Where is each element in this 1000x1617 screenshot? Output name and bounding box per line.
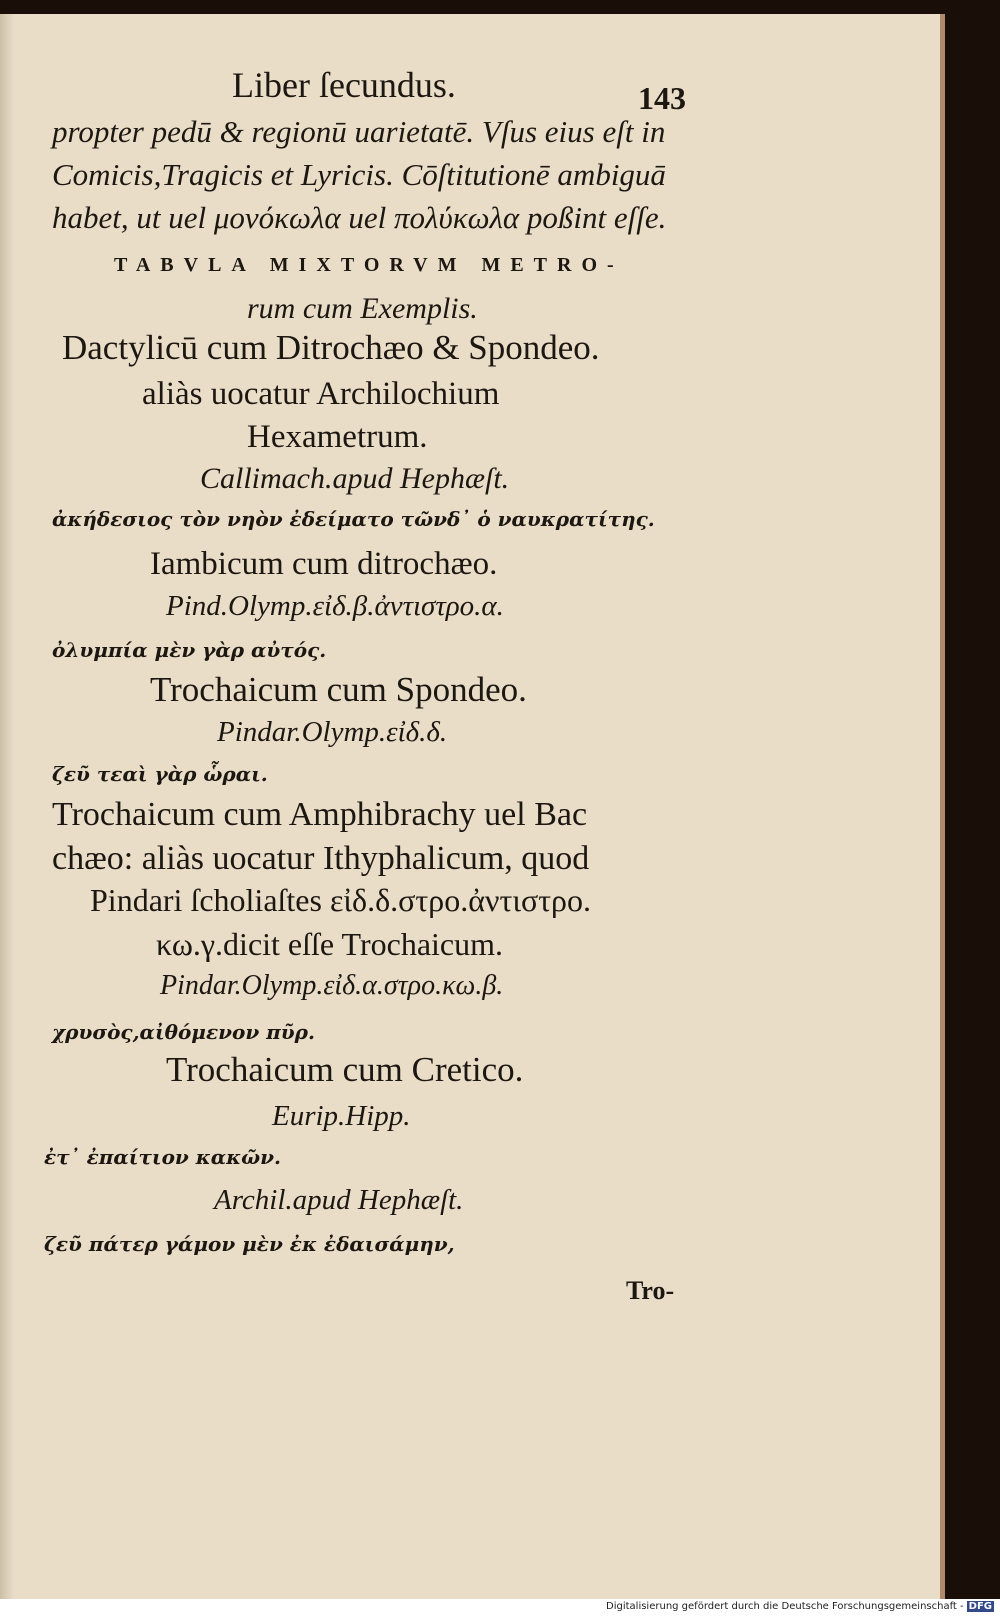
- metre-description: κω.γ.dicit eſſe Trochaicum.: [156, 926, 503, 962]
- metre-heading: Trochaicum cum Amphibrachy uel Bac: [52, 796, 588, 833]
- greek-example: χρυσὸς,αἰθόμενον πῦρ.: [52, 1020, 315, 1044]
- book-page: [0, 14, 945, 1599]
- greek-example: ἀκήδεσιος τὸν νηὸν ἐδείματο τῶνδ᾽ ὁ ναυκρατίτης.: [52, 507, 655, 531]
- catchword: Tro-: [626, 1276, 675, 1305]
- intro-line: habet, ut uel μονόκωλα uel πολύκωλα poßint eſſe.: [52, 200, 667, 235]
- source-citation: Pind.Olymp.εἰδ.β.ἀντιστρο.α.: [166, 590, 504, 622]
- greek-example: ὀλυμπία μὲν γὰρ αὐτός.: [52, 638, 327, 662]
- running-title: Liber ſecundus.: [232, 65, 456, 105]
- metre-description: aliàs uocatur Archilochium: [142, 376, 500, 412]
- source-citation: Callimach.apud Hephæſt.: [200, 462, 510, 495]
- page-number: 143: [638, 80, 686, 116]
- metre-heading: Trochaicum cum Cretico.: [166, 1050, 524, 1089]
- metre-heading: Dactylicū cum Ditrochæo & Spondeo.: [62, 328, 600, 367]
- table-title-continued: rum cum Exemplis.: [247, 292, 478, 325]
- metre-heading: Trochaicum cum Spondeo.: [150, 670, 527, 709]
- digitization-credit: [606, 1601, 994, 1612]
- greek-example: ζεῦ τεαὶ γὰρ ὧραι.: [52, 762, 268, 786]
- greek-example: ἐτ᾽ ἐπαίτιον κακῶν.: [44, 1145, 282, 1169]
- source-citation: Pindar.Olymp.εἰδ.δ.: [217, 716, 448, 748]
- intro-line: propter pedū & regionū uarietatē. Vſus eius eſt in: [52, 114, 666, 149]
- credit-text: Digitalisierung gefördert durch die Deutsche Forschungsgemeinschaft -: [606, 1601, 964, 1612]
- source-citation: Archil.apud Hephæſt.: [214, 1184, 464, 1216]
- metre-description: chæo: aliàs uocatur Ithyphalicum, quod: [52, 840, 590, 877]
- dfg-logo: DFG: [968, 1601, 992, 1612]
- table-title: TABVLA MIXTORVM METRO-: [114, 254, 624, 276]
- metre-heading: Iambicum cum ditrochæo.: [150, 546, 498, 582]
- source-citation: Eurip.Hipp.: [272, 1100, 411, 1132]
- source-citation: Pindar.Olymp.εἰδ.α.στρο.κω.β.: [160, 970, 504, 1001]
- metre-description: Pindari ſcholiaſtes εἰδ.δ.στρο.ἀντιστρο.: [90, 882, 592, 918]
- metre-description: Hexametrum.: [247, 419, 428, 455]
- intro-line: Comicis,Tragicis et Lyricis. Cōſtitutionē ambiguā: [52, 157, 666, 192]
- greek-example: ζεῦ πάτερ γάμον μὲν ἐκ ἐδαισάμην,: [44, 1232, 455, 1256]
- page-gutter-shadow: [0, 14, 14, 1599]
